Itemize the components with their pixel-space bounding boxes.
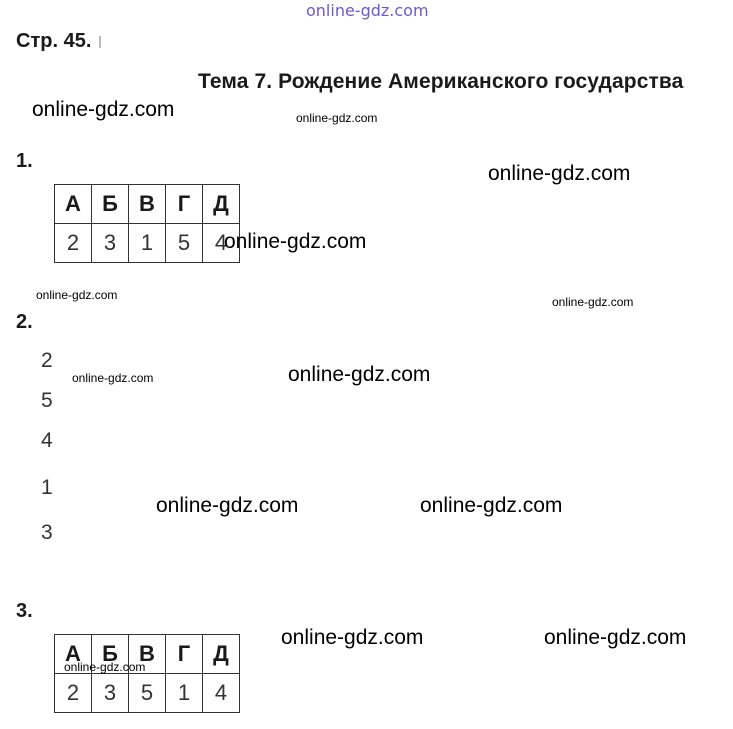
table-value-cell: 4 [203,224,240,263]
watermark: online-gdz.com [156,494,299,517]
page-label-text: Стр. 45. [16,30,92,52]
task-1-header-row [55,185,240,224]
sequence-item: 5 [41,389,53,412]
watermark: online-gdz.com [32,98,175,121]
table-value-cell: 5 [129,674,166,713]
watermark: online-gdz.com [288,363,431,386]
table-header-cell: Г [166,635,203,674]
watermark: online-gdz.com [544,626,687,649]
table-value-cell: 3 [92,674,129,713]
watermark: online-gdz.com [72,371,154,385]
table-value-cell: 1 [129,224,166,263]
table-header-cell: В [129,635,166,674]
watermark: online-gdz.com [224,230,367,253]
sequence-item: 4 [41,429,53,452]
watermark: online-gdz.com [281,626,424,649]
sequence-item: 1 [41,476,53,499]
sequence-item: 2 [41,349,53,372]
page-mark [99,36,101,48]
table-value-cell: 4 [203,674,240,713]
table-value-cell: 3 [92,224,129,263]
task-2-number: 2. [16,311,33,333]
task-1-table [54,184,240,263]
table-header-cell: В [129,185,166,224]
table-header-cell: Б [92,635,129,674]
header-watermark: online-gdz.com [306,1,429,20]
sequence-item: 3 [41,521,53,544]
watermark: online-gdz.com [488,162,631,185]
table-value-cell: 2 [55,674,92,713]
watermark: online-gdz.com [64,660,146,674]
table-header-cell: Б [92,185,129,224]
task-1-value-row [55,224,240,263]
table-header-cell: А [55,635,92,674]
table-value-cell: 5 [166,224,203,263]
task-3-number: 3. [16,600,33,622]
table-header-cell: А [55,185,92,224]
watermark: online-gdz.com [296,111,378,125]
task-3-value-row [55,674,240,713]
table-header-cell: Д [203,635,240,674]
table-header-cell: Д [203,185,240,224]
table-value-cell: 1 [166,674,203,713]
task-1-number: 1. [16,150,33,172]
watermark: online-gdz.com [552,295,634,309]
watermark: online-gdz.com [420,494,563,517]
page-label [16,30,101,53]
table-value-cell: 2 [55,224,92,263]
watermark: online-gdz.com [36,288,118,302]
table-header-cell: Г [166,185,203,224]
topic-title: Тема 7. Рождение Американского государства [198,70,684,93]
